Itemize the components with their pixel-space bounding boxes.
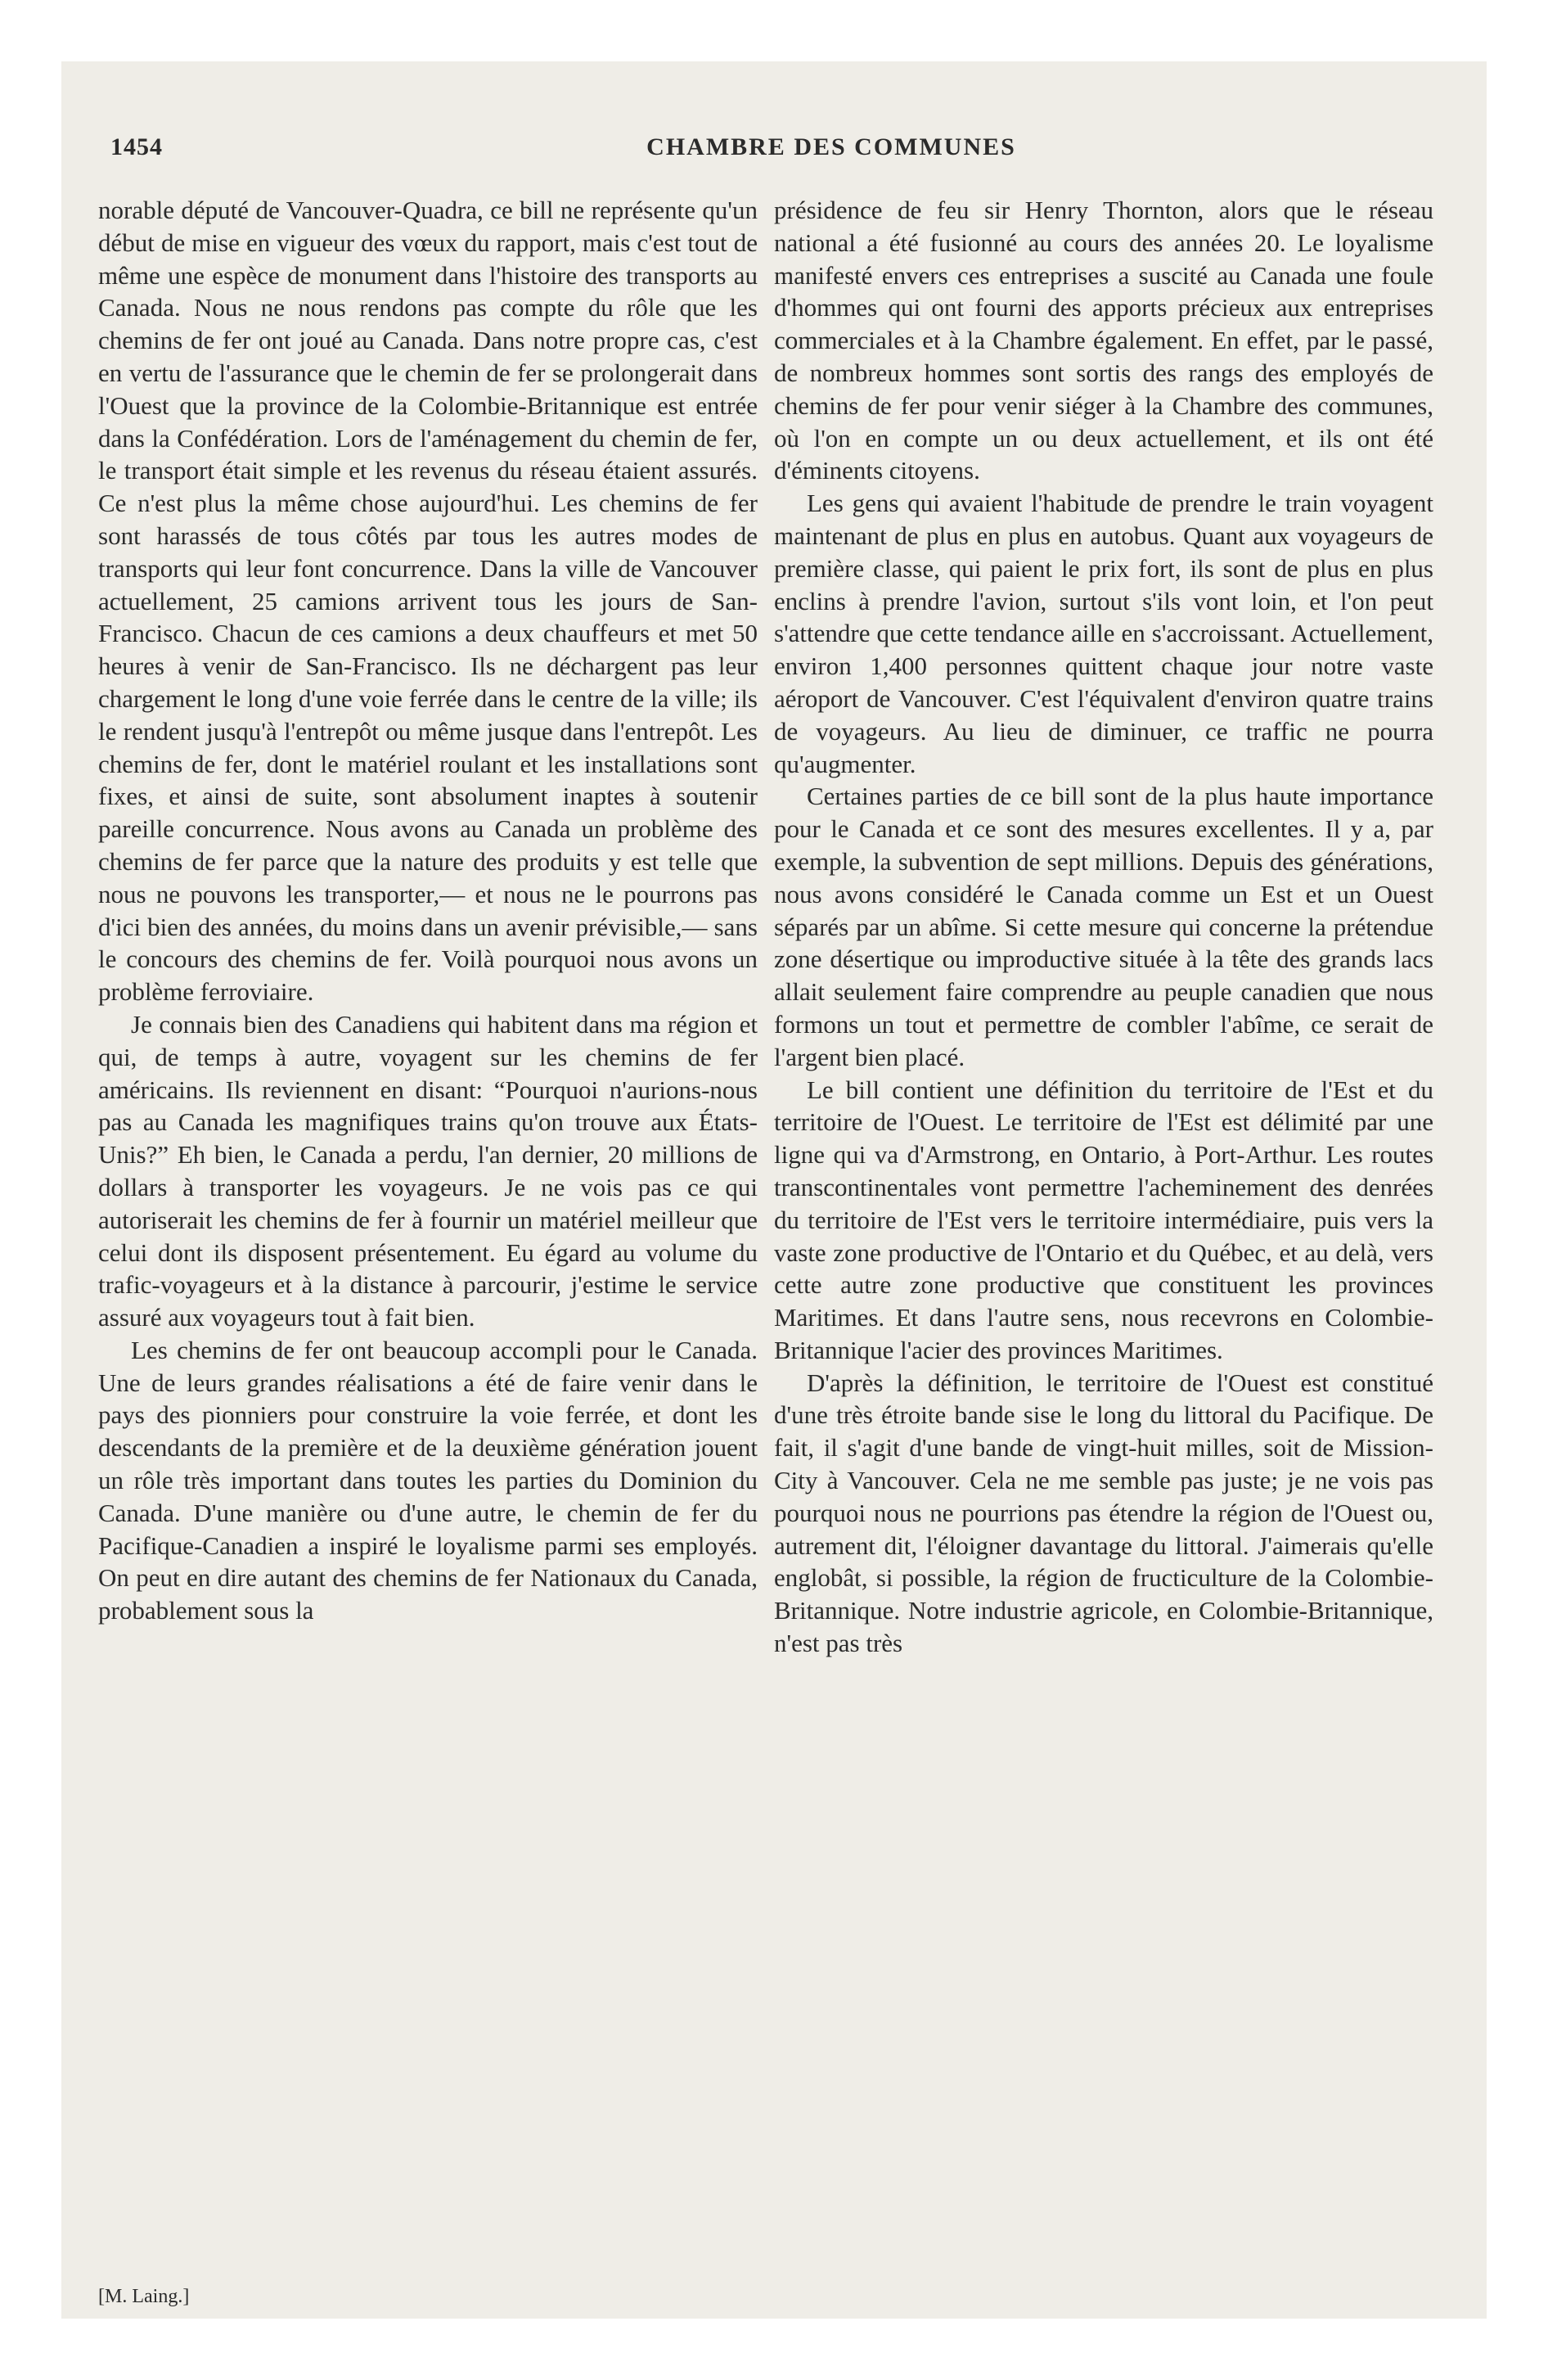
paragraph: norable député de Vancouver-Quadra, ce bill ne représente qu'un début de mise en vigueur des vœux du rapport, mais c'est tout de même une espèce de monument dans l'histoire des transports au Canada. Nous ne nous rendons pas compte du rôle que les chemins de fer ont joué au Canada. Dans notre propre cas, c'est en vertu de l'assurance que le chemin de fer se prolongerait dans l'Ouest que la province de la Colombie-Britannique est entrée dans la Confédération. Lors de l'aménagement du chemin de fer, le transport était simple et les revenus du réseau étaient assurés. Ce n'est plus la même chose aujourd'hui. Les chemins de fer sont harassés de tous côtés par tous les autres modes de transports qui leur font concurrence. Dans la ville de Vancouver actuellement, 25 camions arrivent tous les jours de San-Francisco. Chacun de ces camions a deux chauffeurs et met 50 heures à venir de San-Francisco. Ils ne déchargent pas leur chargement le long d'une voie ferrée dans le centre de la ville; ils le rendent jusqu'à l'entrepôt ou même jusque dans l'entrepôt. Les chemins de fer, dont le matériel roulant et les installations sont fixes, et ainsi de suite, sont absolument inaptes à soutenir pareille concurrence. Nous avons au Canada un problème des chemins de fer parce que la nature des produits y est telle que nous ne pouvons les transporter,— et nous ne le pourrons pas d'ici bien des années, du moins dans un avenir prévisible,— sans le concours des chemins de fer. Voilà pourquoi nous avons un problème ferroviaire. xyxy=(98,196,758,1007)
left-column xyxy=(98,194,758,1627)
right-column xyxy=(774,194,1433,1660)
speaker-attribution: [M. Laing.] xyxy=(98,2286,190,2307)
document-page xyxy=(61,61,1487,2319)
paragraph: Je connais bien des Canadiens qui habitent dans ma région et qui, de temps à autre, voyagent sur les chemins de fer américains. Ils reviennent en disant: “Pourquoi n'aurions-nous pas au Canada les magnifiques trains qu'on trouve aux États-Unis?” Eh bien, le Canada a perdu, l'an dernier, 20 millions de dollars à transporter les voyageurs. Je ne vois pas ce qui autoriserait les chemins de fer à fournir un matériel meilleur que celui dont ils disposent présentement. Eu égard au volume du trafic-voyageurs et à la distance à parcourir, j'estime le service assuré aux voyageurs tout à fait bien. xyxy=(98,1009,758,1332)
running-title: CHAMBRE DES COMMUNES xyxy=(646,133,1016,160)
paragraph: Le bill contient une définition du territoire de l'Est et du territoire de l'Ouest. Le territoire de l'Est est délimité par une ligne qui va d'Armstrong, en Ontario, à Port-Arthur. Les routes transcontinentales vont permettre l'acheminement des denrées du territoire de l'Est vers le territoire intermédiaire, puis vers la vaste zone productive de l'Ontario et du Québec, et au delà, vers cette autre zone productive que constituent les provinces Maritimes. Et dans l'autre sens, nous recevrons en Colombie-Britannique l'acier des provinces Maritimes. xyxy=(774,1075,1433,1364)
paragraph: D'après la définition, le territoire de l'Ouest est constitué d'une très étroite bande sise le long du littoral du Pacifique. De fait, il s'agit d'une bande de vingt-huit milles, soit de Mission-City à Vancouver. Cela ne me semble pas juste; je ne vois pas pourquoi nous ne pourrions pas étendre la région de l'Ouest ou, autrement dit, l'éloigner davantage du littoral. J'aimerais qu'elle englobât, si possible, la région de fructiculture de la Colombie-Britannique. Notre industrie agricole, en Colombie-Britannique, n'est pas très xyxy=(774,1368,1433,1658)
paragraph: présidence de feu sir Henry Thornton, alors que le réseau national a été fusionné au cours des années 20. Le loyalisme manifesté envers ces entreprises a suscité au Canada une foule d'hommes qui ont fourni des apports précieux aux entreprises commerciales et à la Chambre également. En effet, par le passé, de nombreux hommes sont sortis des rangs des employés de chemins de fer pour venir siéger à la Chambre des communes, où l'on en compte un ou deux actuellement, et ils ont été d'éminents citoyens. xyxy=(774,196,1433,485)
page-number: 1454 xyxy=(110,133,163,160)
paragraph: Les gens qui avaient l'habitude de prendre le train voyagent maintenant de plus en plus en autobus. Quant aux voyageurs de première classe, qui paient le prix fort, ils sont de plus en plus enclins à prendre l'avion, surtout s'ils vont loin, et l'on peut s'attendre que cette tendance aille en s'accroissant. Actuellement, environ 1,400 personnes quittent chaque jour notre vaste aéroport de Vancouver. C'est l'équivalent d'environ quatre trains de voyageurs. Au lieu de diminuer, ce traffic ne pourra qu'augmenter. xyxy=(774,489,1433,778)
paragraph: Certaines parties de ce bill sont de la plus haute importance pour le Canada et ce sont des mesures excellentes. Il y a, par exemple, la subvention de sept millions. Depuis des générations, nous avons considéré le Canada comme un Est et un Ouest séparés par un abîme. Si cette mesure qui concerne la prétendue zone désertique ou improductive située à la tête des grands lacs allait seulement faire comprendre au peuple canadien que nous formons un tout et permettre de combler l'abîme, ce serait de l'argent bien placé. xyxy=(774,782,1433,1071)
paragraph: Les chemins de fer ont beaucoup accompli pour le Canada. Une de leurs grandes réalisations a été de faire venir dans le pays des pionniers pour construire la voie ferrée, et dont les descendants de la première et de la deuxième génération jouent un rôle très important dans toutes les parties du Dominion du Canada. D'une manière ou d'une autre, le chemin de fer du Pacifique-Canadien a inspiré le loyalisme parmi ses employés. On peut en dire autant des chemins de fer Nationaux du Canada, probablement sous la xyxy=(98,1335,758,1625)
page-header xyxy=(86,133,1462,174)
